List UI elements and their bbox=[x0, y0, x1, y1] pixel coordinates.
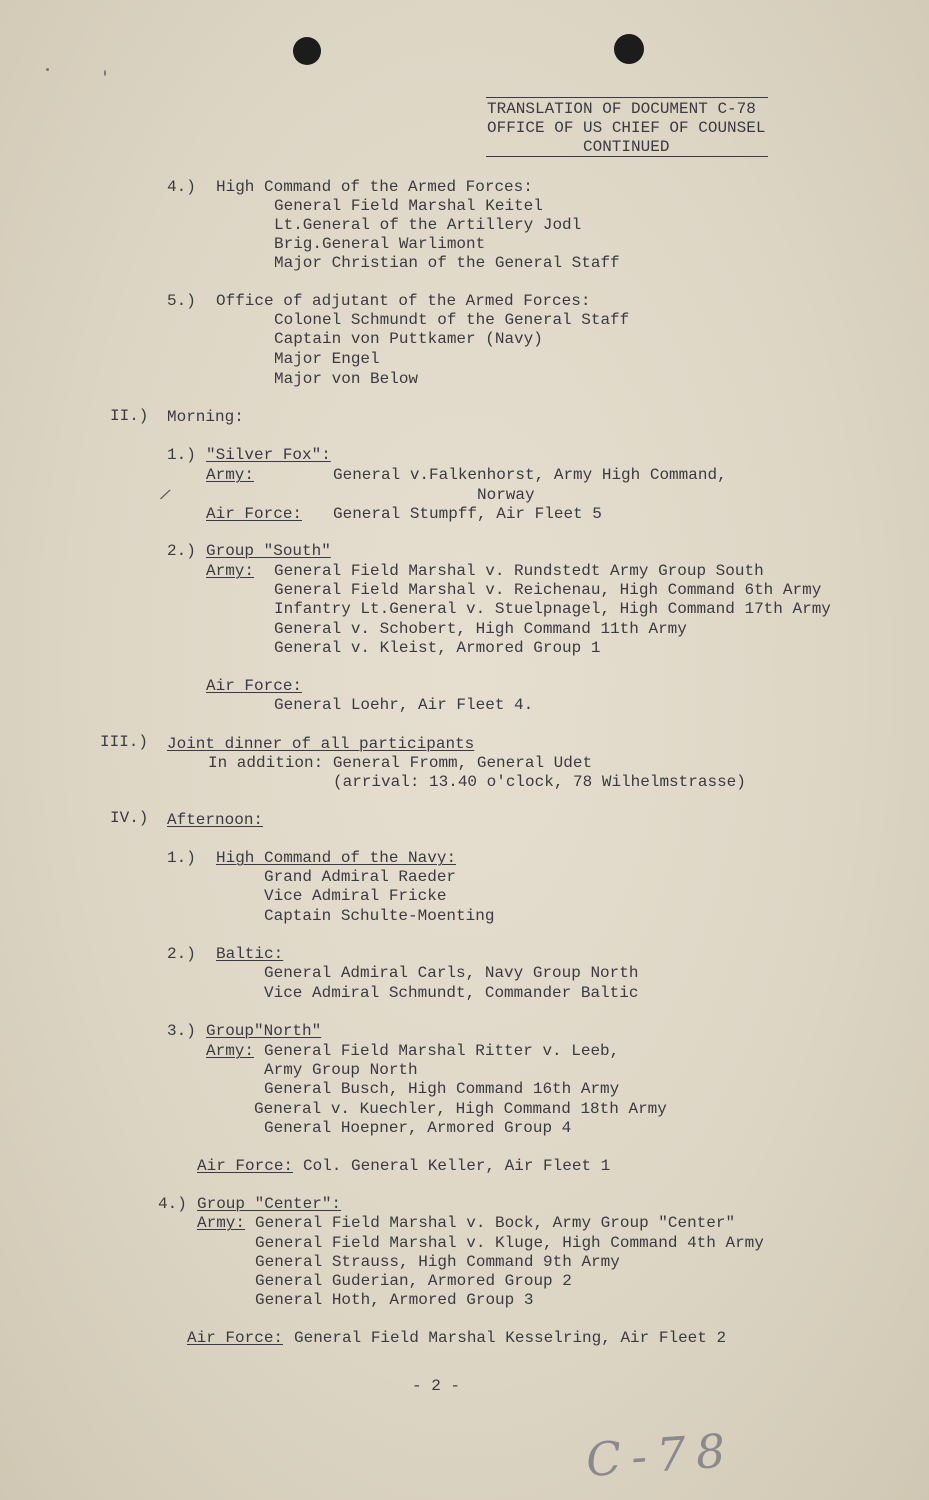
group-center-number: 4.) bbox=[158, 1195, 187, 1213]
navy-line: Grand Admiral Raeder bbox=[264, 868, 457, 886]
group-center-air-label: Air Force: bbox=[187, 1329, 284, 1347]
silver-fox-army-label: Army: bbox=[206, 466, 255, 484]
section-5-line: Major Engel bbox=[274, 350, 380, 368]
punch-hole-left bbox=[293, 37, 321, 65]
section-III-line: In addition: General Fromm, General Udet bbox=[208, 754, 593, 772]
baltic-line: General Admiral Carls, Navy Group North bbox=[264, 964, 639, 982]
section-5-number: 5.) bbox=[167, 292, 196, 310]
section-5-line: Major von Below bbox=[274, 370, 419, 388]
page-number: - 2 - bbox=[412, 1377, 461, 1395]
baltic-title: Baltic: bbox=[216, 945, 284, 963]
section-III-title: Joint dinner of all participants bbox=[167, 735, 475, 753]
navy-number: 1.) bbox=[167, 849, 196, 867]
speck-mark bbox=[104, 70, 106, 76]
section-4-line: Major Christian of the General Staff bbox=[274, 254, 620, 272]
group-south-army-line: Infantry Lt.General v. Stuelpnagel, High Command 17th Army bbox=[274, 600, 831, 618]
navy-line: Vice Admiral Fricke bbox=[264, 887, 447, 905]
section-4-number: 4.) bbox=[167, 178, 196, 196]
silver-fox-army-text-2: Norway bbox=[477, 486, 535, 504]
group-north-number: 3.) bbox=[167, 1022, 196, 1040]
group-center-army-label: Army: bbox=[197, 1214, 246, 1232]
section-IV-number: IV.) bbox=[110, 809, 149, 827]
section-III-line: (arrival: 13.40 o'clock, 78 Wilhelmstrasse) bbox=[333, 773, 746, 791]
group-south-army-line: General v. Kleist, Armored Group 1 bbox=[274, 639, 601, 657]
section-4-line: General Field Marshal Keitel bbox=[274, 197, 543, 215]
header-line-2: OFFICE OF US CHIEF OF COUNSEL bbox=[487, 119, 766, 137]
header-bottom-rule bbox=[486, 156, 768, 157]
group-center-army-line: General Guderian, Armored Group 2 bbox=[255, 1272, 572, 1290]
section-4-line: Lt.General of the Artillery Jodl bbox=[274, 216, 582, 234]
header-line-3: CONTINUED bbox=[583, 138, 670, 156]
group-south-number: 2.) bbox=[167, 542, 196, 560]
group-south-army-line: General Field Marshal v. Reichenau, High Command 6th Army bbox=[274, 581, 822, 599]
section-4-line: Brig.General Warlimont bbox=[274, 235, 486, 253]
silver-fox-air-text: General Stumpff, Air Fleet 5 bbox=[333, 505, 602, 523]
group-north-army-line: General Hoepner, Armored Group 4 bbox=[264, 1119, 572, 1137]
group-center-air-text: General Field Marshal Kesselring, Air Fleet 2 bbox=[294, 1329, 727, 1347]
stray-pen-mark: / bbox=[157, 485, 173, 507]
handwritten-document-number: C-78 bbox=[584, 1422, 737, 1488]
group-north-army-line: General v. Kuechler, High Command 18th Army bbox=[254, 1100, 667, 1118]
section-5-title: Office of adjutant of the Armed Forces: bbox=[216, 292, 591, 310]
group-south-army-label: Army: bbox=[206, 562, 255, 580]
silver-fox-title: "Silver Fox": bbox=[206, 446, 331, 464]
group-north-army-line: General Field Marshal Ritter v. Leeb, bbox=[264, 1042, 620, 1060]
section-5-line: Colonel Schmundt of the General Staff bbox=[274, 311, 630, 329]
baltic-number: 2.) bbox=[167, 945, 196, 963]
section-II-number: II.) bbox=[110, 407, 149, 425]
navy-title: High Command of the Navy: bbox=[216, 849, 457, 867]
section-5-line: Captain von Puttkamer (Navy) bbox=[274, 330, 543, 348]
group-north-army-label: Army: bbox=[206, 1042, 255, 1060]
group-center-army-line: General Hoth, Armored Group 3 bbox=[255, 1291, 534, 1309]
section-4-title: High Command of the Armed Forces: bbox=[216, 178, 533, 196]
group-north-army-line: Army Group North bbox=[264, 1061, 418, 1079]
group-north-air-label: Air Force: bbox=[197, 1157, 294, 1175]
group-center-army-line: General Field Marshal v. Bock, Army Group "Center" bbox=[255, 1214, 736, 1232]
section-IV-title: Afternoon: bbox=[167, 811, 264, 829]
group-center-army-line: General Strauss, High Command 9th Army bbox=[255, 1253, 620, 1271]
group-center-title: Group "Center": bbox=[197, 1195, 342, 1213]
header-line-1: TRANSLATION OF DOCUMENT C-78 bbox=[487, 100, 756, 118]
silver-fox-air-label: Air Force: bbox=[206, 505, 303, 523]
group-north-title: Group"North" bbox=[206, 1022, 322, 1040]
group-south-air-label: Air Force: bbox=[206, 677, 303, 695]
group-south-title: Group "South" bbox=[206, 542, 331, 560]
baltic-line: Vice Admiral Schmundt, Commander Baltic bbox=[264, 984, 639, 1002]
group-south-air-text: General Loehr, Air Fleet 4. bbox=[274, 696, 534, 714]
group-south-army-line: General v. Schobert, High Command 11th Army bbox=[274, 620, 687, 638]
group-north-air-text: Col. General Keller, Air Fleet 1 bbox=[303, 1157, 611, 1175]
group-center-army-line: General Field Marshal v. Kluge, High Command 4th Army bbox=[255, 1234, 764, 1252]
silver-fox-army-text: General v.Falkenhorst, Army High Command, bbox=[333, 466, 727, 484]
navy-line: Captain Schulte-Moenting bbox=[264, 907, 495, 925]
group-north-army-line: General Busch, High Command 16th Army bbox=[264, 1080, 620, 1098]
punch-hole-right bbox=[614, 34, 644, 64]
section-III-number: III.) bbox=[100, 733, 149, 751]
silver-fox-number: 1.) bbox=[167, 446, 196, 464]
header-top-rule bbox=[486, 97, 768, 98]
group-south-army-line: General Field Marshal v. Rundstedt Army Group South bbox=[274, 562, 764, 580]
speck-mark bbox=[46, 68, 49, 71]
section-II-title: Morning: bbox=[167, 408, 244, 426]
